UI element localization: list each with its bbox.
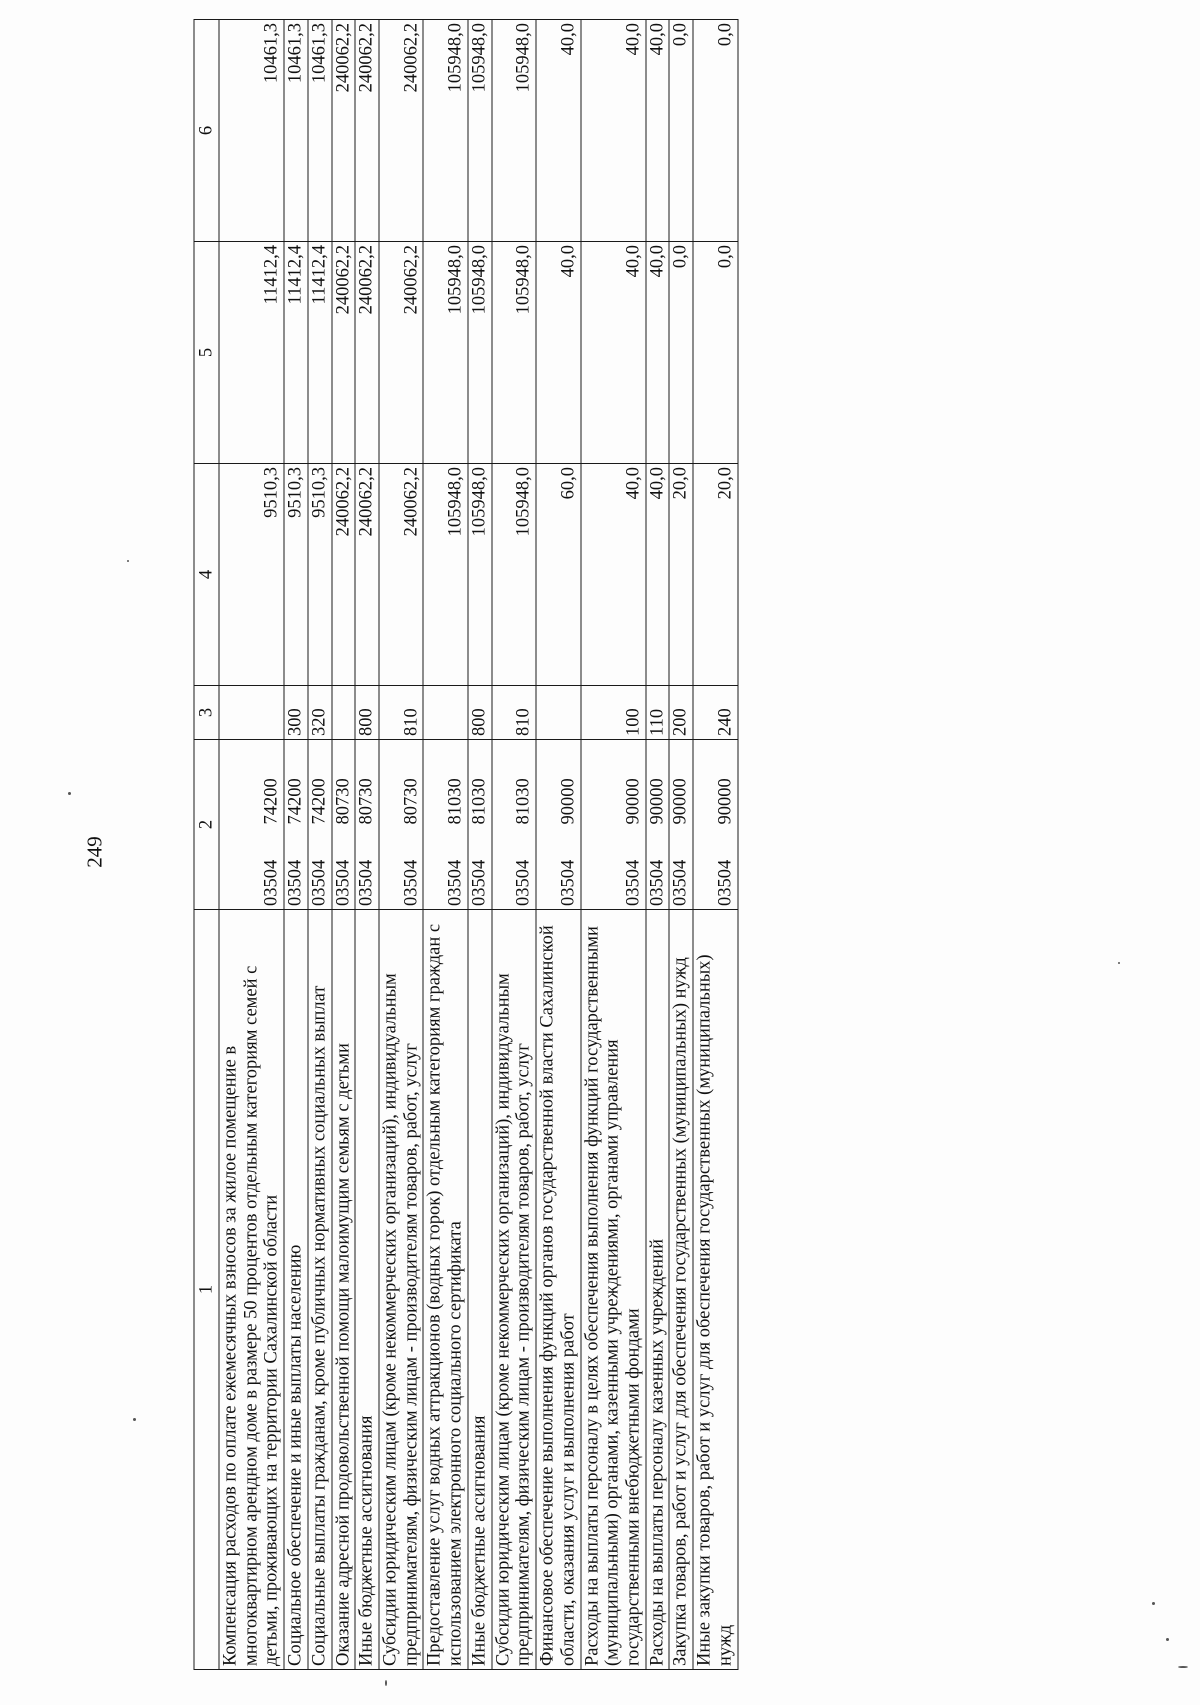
- page-number: 249: [82, 836, 107, 868]
- row-kind-cell: 110: [646, 686, 670, 740]
- row-value-col6: 0,0: [669, 20, 693, 242]
- row-code-cell: 03504: [379, 828, 423, 910]
- row-value-col5: 11412,4: [219, 242, 284, 464]
- row-name-cell: Иные закупки товаров, работ и услуг для обеспечения государственных (муниципальных) нужд: [693, 910, 737, 1670]
- row-name-cell: Оказание адресной продовольственной помощи малоимущим семьям с детьми: [332, 910, 356, 1670]
- row-kind-cell: [423, 686, 467, 740]
- row-value-col6: 40,0: [646, 20, 670, 242]
- row-value-col4: 105948,0: [492, 464, 536, 686]
- table-row: [355, 20, 379, 1670]
- row-code-cell: 03504: [536, 828, 580, 910]
- row-kind-cell: 240: [693, 686, 737, 740]
- table-row: [468, 20, 492, 1670]
- row-subcode-cell: 90000: [646, 740, 670, 828]
- row-subcode-cell: 90000: [536, 740, 580, 828]
- table-row: [332, 20, 356, 1670]
- row-value-col6: 10461,3: [219, 20, 284, 242]
- row-value-col6: 105948,0: [492, 20, 536, 242]
- row-value-col5: 105948,0: [468, 242, 492, 464]
- column-header-1: 1: [194, 910, 219, 1670]
- row-kind-cell: 100: [581, 686, 646, 740]
- row-code-cell: 03504: [669, 828, 693, 910]
- scan-speck: [1152, 1602, 1155, 1605]
- scan-speck: [133, 1418, 136, 1421]
- scan-speck: [1118, 962, 1120, 964]
- table-row: [646, 20, 670, 1670]
- row-subcode-cell: 74200: [219, 740, 284, 828]
- row-name-cell: Компенсация расходов по оплате ежемесячных взносов за жилое помещение в многоквартирном арендном доме в размере 50 процентов отдельным категориям семей с детьми, проживающих на территории Сахалинской области: [219, 910, 284, 1670]
- header-row: [194, 20, 219, 1670]
- row-code-cell: 03504: [355, 828, 379, 910]
- row-value-col4: 20,0: [669, 464, 693, 686]
- row-name-cell: Субсидии юридическим лицам (кроме некоммерческих организаций), индивидуальным предпринимателям, физическим лицам - производителям товаров, работ, услуг: [492, 910, 536, 1670]
- row-kind-cell: [536, 686, 580, 740]
- row-subcode-cell: 80730: [355, 740, 379, 828]
- row-value-col6: 240062,2: [355, 20, 379, 242]
- row-subcode-cell: 80730: [379, 740, 423, 828]
- row-name-cell: Закупка товаров, работ и услуг для обеспечения государственных (муниципальных) нужд: [669, 910, 693, 1670]
- row-name-cell: Предоставление услуг водных аттракционов (водных горок) отдельным категориям граждан с использованием электронного социального сертификата: [423, 910, 467, 1670]
- row-value-col6: 105948,0: [423, 20, 467, 242]
- row-subcode-cell: 74200: [308, 740, 332, 828]
- scan-speck: [68, 792, 71, 795]
- column-header-4: 4: [194, 464, 219, 686]
- table-row: [423, 20, 467, 1670]
- row-subcode-cell: 81030: [468, 740, 492, 828]
- column-header-6: 6: [194, 20, 219, 242]
- table-row: [308, 20, 332, 1670]
- row-name-cell: Иные бюджетные ассигнования: [355, 910, 379, 1670]
- row-value-col5: 40,0: [536, 242, 580, 464]
- row-value-col4: 240062,2: [379, 464, 423, 686]
- row-kind-cell: 810: [379, 686, 423, 740]
- scan-speck: [1166, 1638, 1169, 1641]
- row-value-col5: 11412,4: [308, 242, 332, 464]
- row-value-col4: 9510,3: [284, 464, 308, 686]
- row-kind-cell: [332, 686, 356, 740]
- table-row: [693, 20, 737, 1670]
- row-subcode-cell: 81030: [423, 740, 467, 828]
- row-value-col5: 0,0: [693, 242, 737, 464]
- row-subcode-cell: 81030: [492, 740, 536, 828]
- row-subcode-cell: 90000: [693, 740, 737, 828]
- table-row: [379, 20, 423, 1670]
- row-name-cell: Расходы на выплаты персоналу в целях обеспечения выполнения функций государственными (муниципальными) органами, казенными учреждениями, органами управления государственными внебюджетными фондами: [581, 910, 646, 1670]
- row-subcode-cell: 90000: [581, 740, 646, 828]
- row-value-col5: 11412,4: [284, 242, 308, 464]
- row-subcode-cell: 80730: [332, 740, 356, 828]
- row-name-cell: Социальные выплаты гражданам, кроме публичных нормативных социальных выплат: [308, 910, 332, 1670]
- row-value-col4: 40,0: [646, 464, 670, 686]
- column-header-5: 5: [194, 242, 219, 464]
- row-kind-cell: 800: [468, 686, 492, 740]
- row-value-col6: 40,0: [581, 20, 646, 242]
- row-name-cell: Иные бюджетные ассигнования: [468, 910, 492, 1670]
- row-name-cell: Субсидии юридическим лицам (кроме некоммерческих организаций), индивидуальным предпринимателям, физическим лицам - производителям товаров, работ, услуг: [379, 910, 423, 1670]
- row-value-col6: 0,0: [693, 20, 737, 242]
- row-kind-cell: 320: [308, 686, 332, 740]
- row-kind-cell: [219, 686, 284, 740]
- table-row: [536, 20, 580, 1670]
- table-row: [581, 20, 646, 1670]
- row-value-col4: 20,0: [693, 464, 737, 686]
- row-code-cell: 03504: [219, 828, 284, 910]
- scan-speck: [127, 560, 129, 562]
- row-kind-cell: 800: [355, 686, 379, 740]
- row-value-col6: 105948,0: [468, 20, 492, 242]
- row-value-col6: 10461,3: [308, 20, 332, 242]
- row-value-col4: 9510,3: [219, 464, 284, 686]
- table-row: [492, 20, 536, 1670]
- row-value-col4: 9510,3: [308, 464, 332, 686]
- scan-speck: [385, 1680, 387, 1686]
- row-kind-cell: 810: [492, 686, 536, 740]
- row-code-cell: 03504: [492, 828, 536, 910]
- row-name-cell: Финансовое обеспечение выполнения функций органов государственной власти Сахалинской области, оказания услуг и выполнения работ: [536, 910, 580, 1670]
- scan-speck: [1178, 1666, 1188, 1668]
- row-value-col5: 105948,0: [492, 242, 536, 464]
- row-subcode-cell: 74200: [284, 740, 308, 828]
- row-code-cell: 03504: [693, 828, 737, 910]
- row-value-col5: 105948,0: [423, 242, 467, 464]
- table-body: [219, 20, 738, 1670]
- row-value-col5: 240062,2: [332, 242, 356, 464]
- row-code-cell: 03504: [332, 828, 356, 910]
- row-value-col5: 0,0: [669, 242, 693, 464]
- row-name-cell: Расходы на выплаты персоналу казенных учреждений: [646, 910, 670, 1670]
- row-value-col6: 240062,2: [379, 20, 423, 242]
- row-value-col5: 240062,2: [379, 242, 423, 464]
- row-code-cell: 03504: [423, 828, 467, 910]
- table-row: [219, 20, 284, 1670]
- column-header-2: 2: [194, 740, 219, 910]
- row-kind-cell: 300: [284, 686, 308, 740]
- row-value-col6: 240062,2: [332, 20, 356, 242]
- row-code-cell: 03504: [284, 828, 308, 910]
- budget-table: [194, 19, 739, 1670]
- table-row: [669, 20, 693, 1670]
- row-value-col5: 40,0: [581, 242, 646, 464]
- table-row: [284, 20, 308, 1670]
- row-value-col4: 105948,0: [468, 464, 492, 686]
- row-kind-cell: 200: [669, 686, 693, 740]
- row-code-cell: 03504: [646, 828, 670, 910]
- rotated-table-container: [194, 20, 1197, 1670]
- row-value-col6: 10461,3: [284, 20, 308, 242]
- row-value-col5: 240062,2: [355, 242, 379, 464]
- row-value-col4: 40,0: [581, 464, 646, 686]
- row-code-cell: 03504: [308, 828, 332, 910]
- row-subcode-cell: 90000: [669, 740, 693, 828]
- row-value-col4: 60,0: [536, 464, 580, 686]
- row-code-cell: 03504: [468, 828, 492, 910]
- column-header-3: 3: [194, 686, 219, 740]
- row-value-col4: 240062,2: [355, 464, 379, 686]
- row-value-col6: 40,0: [536, 20, 580, 242]
- row-name-cell: Социальное обеспечение и иные выплаты населению: [284, 910, 308, 1670]
- row-value-col5: 40,0: [646, 242, 670, 464]
- row-code-cell: 03504: [581, 828, 646, 910]
- row-value-col4: 240062,2: [332, 464, 356, 686]
- row-value-col4: 105948,0: [423, 464, 467, 686]
